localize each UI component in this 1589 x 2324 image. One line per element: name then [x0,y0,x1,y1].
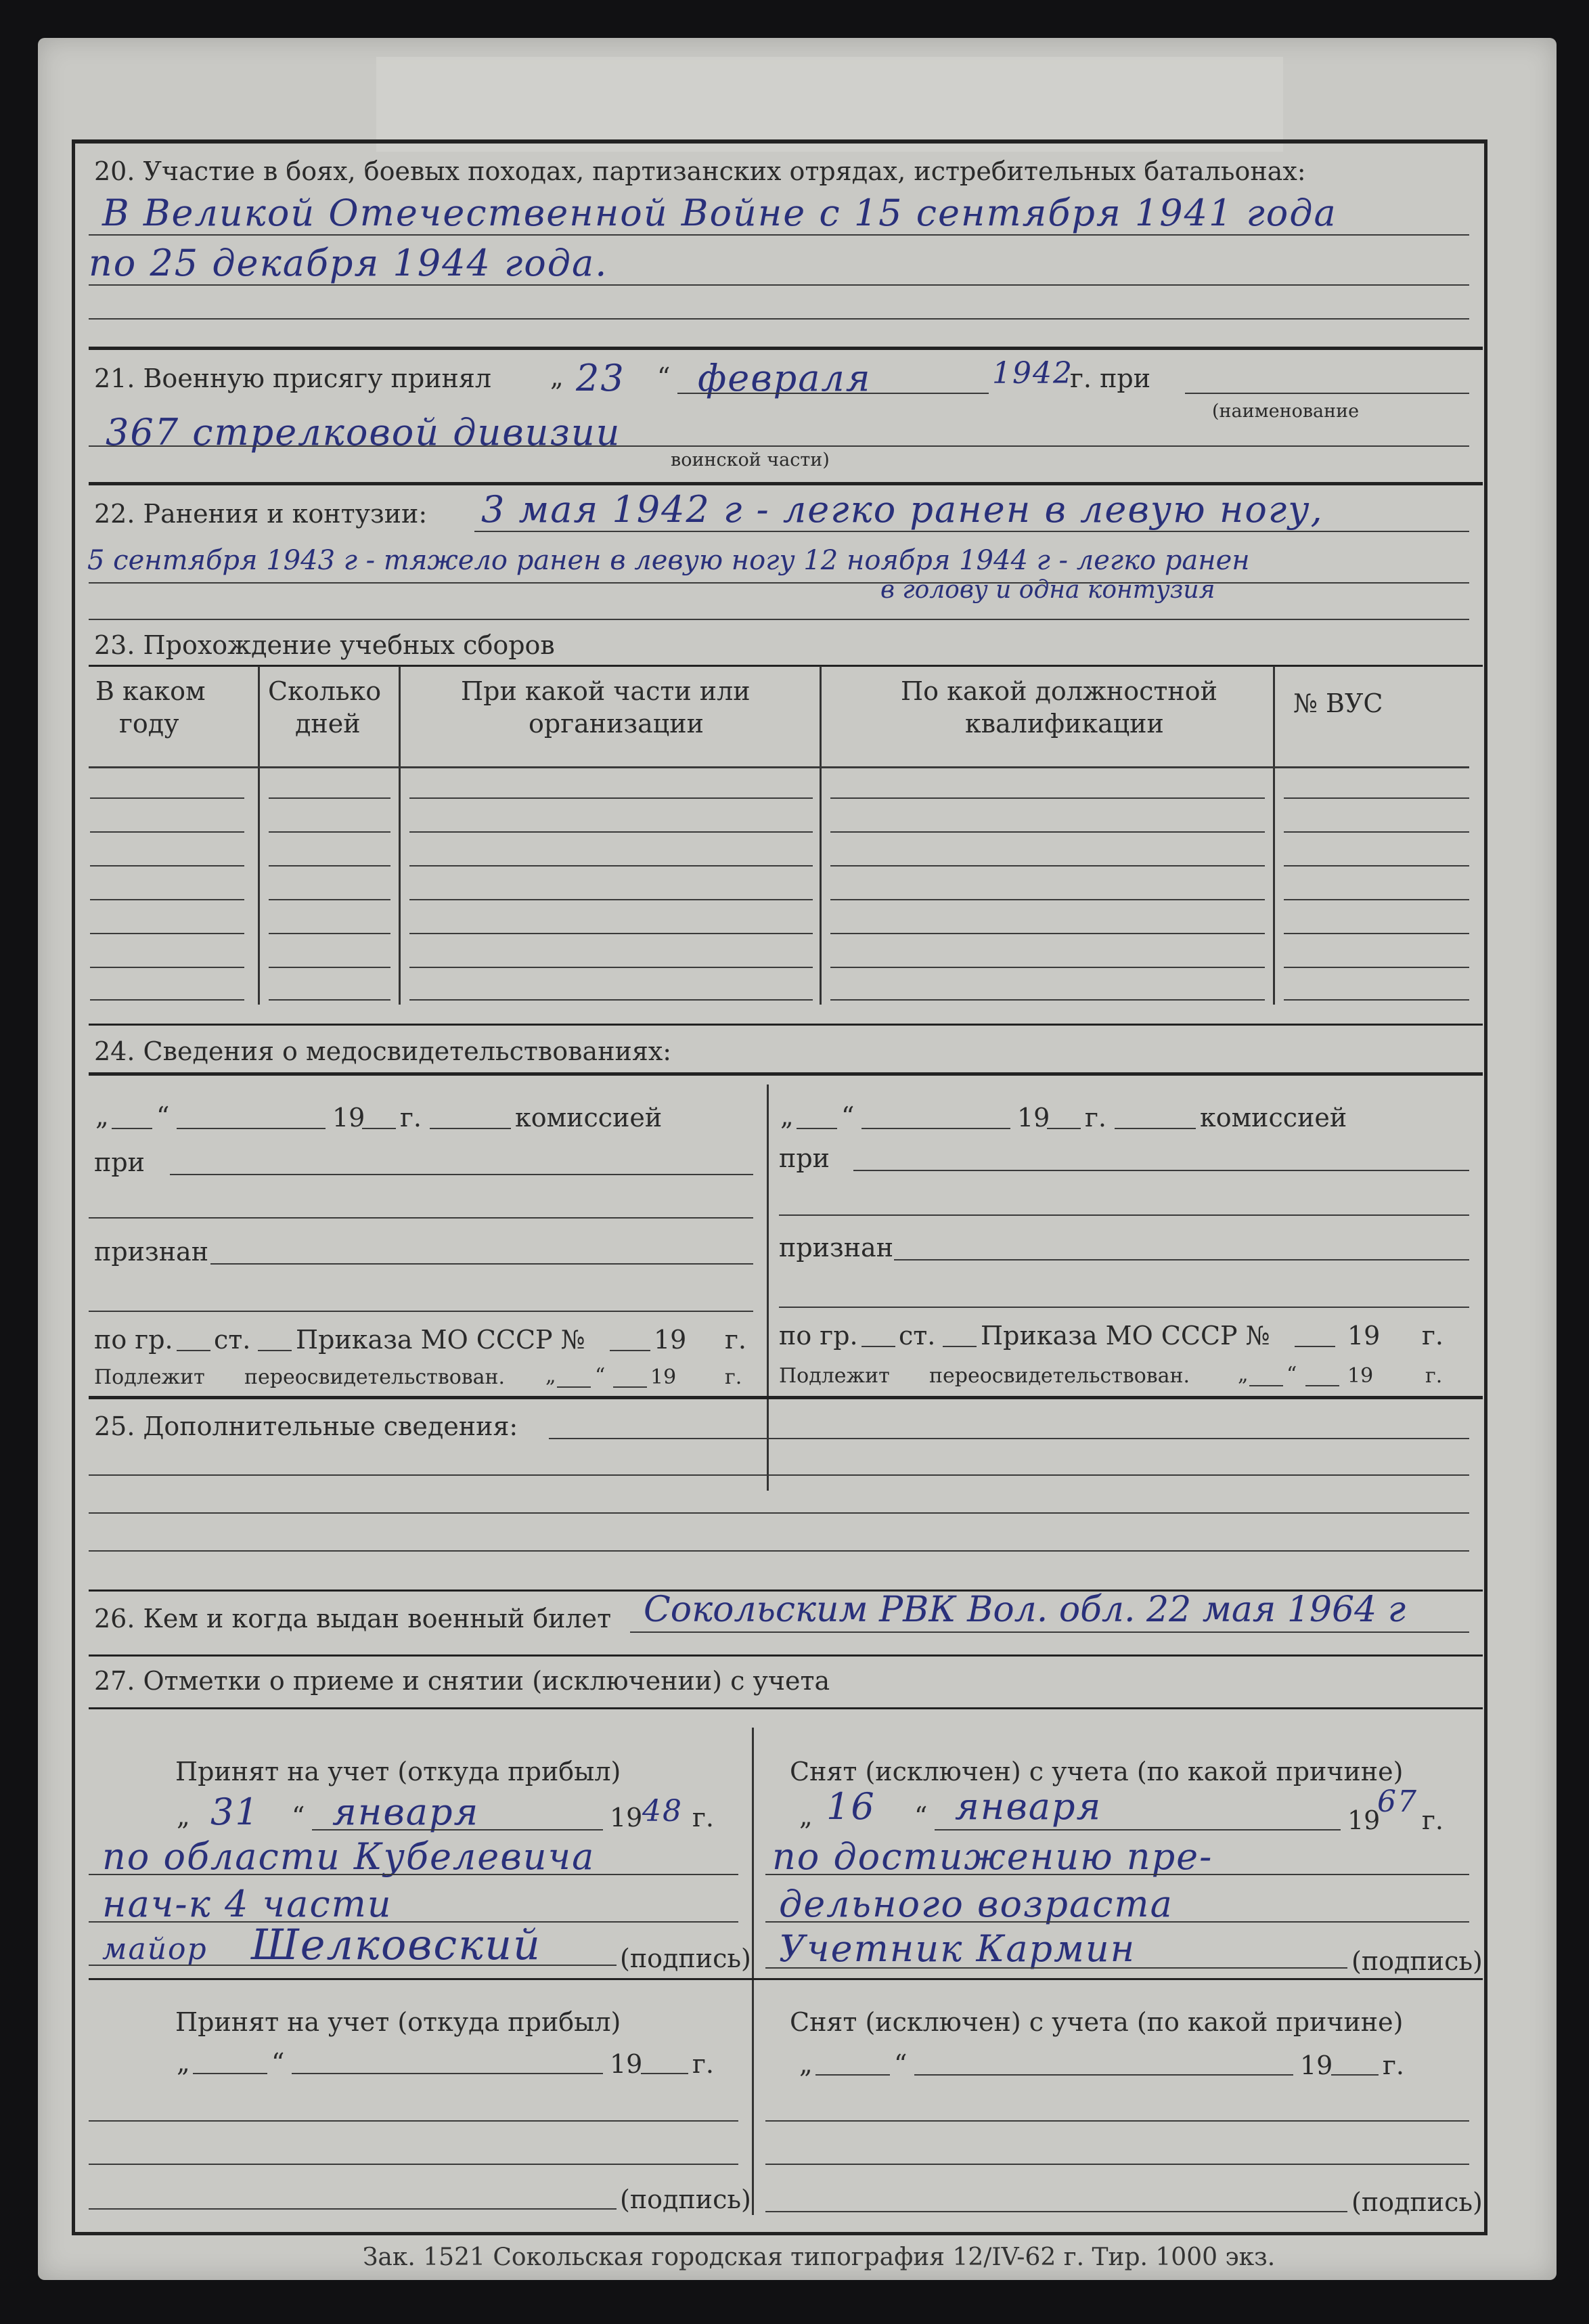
table-blank-line [269,831,390,833]
col-vus-header: № ВУС [1293,688,1383,718]
section-26-label: 26. Кем и когда выдан военный билет [94,1604,612,1634]
table-blank-line [830,899,1265,900]
table-blank-line [90,933,244,934]
oath-month: февраля [698,357,872,399]
removed-month: января [955,1785,1102,1828]
table-blank-line [269,933,390,934]
accepted-signature: Шелковский [251,1920,541,1969]
section-21-label: 21. Военную присягу принял [94,364,491,393]
table-blank-line [90,899,244,900]
section-divider [89,347,1483,350]
removed-header-1: Снят (исключен) с учета (по какой причине) [790,1757,1404,1786]
section-20-handwriting-2: по 25 декабря 1944 года. [89,242,608,284]
military-id-issued-by: Сокольским РВК Вол. обл. 22 мая 1964 г [644,1589,1406,1630]
table-blank-line [90,865,244,867]
table-blank-line [1284,831,1469,833]
removed-header-2: Снят (исключен) с учета (по какой причине) [790,2007,1404,2037]
removed-day: 16 [826,1785,876,1828]
accepted-header-2: Принят на учет (откуда прибыл) [175,2007,621,2037]
oath-year: 1942 [992,356,1073,391]
document-card [38,38,1557,2280]
print-footer: Зак. 1521 Сокольская городская типография 12/IV-62 г. Тир. 1000 экз. [363,2243,1276,2271]
section-22-label: 22. Ранения и контузии: [94,499,428,529]
table-blank-line [409,831,813,833]
table-blank-line [830,967,1265,968]
table-blank-line [409,967,813,968]
removed-reason: по достижению пре- [772,1835,1213,1878]
table-blank-line [269,967,390,968]
accepted-header-1: Принят на учет (откуда прибыл) [175,1757,621,1786]
table-blank-line [830,831,1265,833]
col-qualification-header: По какой должностной [901,676,1217,706]
table-blank-line [830,797,1265,799]
table-blank-line [1284,899,1469,900]
table-blank-line [1284,797,1469,799]
section-22-handwriting-2: 5 сентября 1943 г - тяжело ранен в левую ногу 12 ноября 1944 г - легко ранен [87,545,1250,576]
section-23-label: 23. Прохождение учебных сборов [94,630,555,660]
table-blank-line [409,797,813,799]
table-blank-line [1284,967,1469,968]
section-22-handwriting-3: в голову и одна контузия [880,576,1215,604]
table-blank-line [1284,865,1469,867]
oath-unit: 367 стрелковой дивизии [106,411,621,454]
col-days-header: Сколько [268,676,382,706]
table-blank-line [90,967,244,968]
table-blank-line [90,999,244,1001]
table-blank-line [269,865,390,867]
table-blank-line [409,933,813,934]
tape-residue [376,57,1283,152]
accepted-day: 31 [210,1791,260,1833]
table-blank-line [269,999,390,1001]
section-divider [89,482,1483,485]
table-blank-line [1284,933,1469,934]
table-blank-line [269,797,390,799]
table-blank-line [409,865,813,867]
section-27-label: 27. Отметки о приеме и снятии (исключении) с учета [94,1666,830,1696]
oath-day: 23 [576,357,625,399]
table-blank-line [409,899,813,900]
section-25-label: 25. Дополнительные сведения: [94,1411,518,1441]
section-20-handwriting-1: В Великой Отечественной Войне с 15 сентября 1941 года [102,192,1337,234]
removed-signature: Учетник Кармин [779,1927,1136,1970]
section-22-handwriting-1: 3 мая 1942 г - легко ранен в левую ногу, [481,488,1324,531]
table-blank-line [409,999,813,1001]
registration-form: 20. Участие в боях, боевых походах, партизанских отрядах, истребительных батальонах: В Великой Отечественной Войне с 15 сентября 1941 года по 25 декабря 1944 года. 21. Военную присягу принял „ 23 “ февраля 1942 г. при (наименование 367 стрелковой дивизии воинской части) 22. Ранения и контузии: 3 мая 1942 г - легко ранен в левую ногу, 5 сентября 1943 г - тяжело ранен в левую ногу 12 ноября 1944 г - легко ранен в голову и одна контузия 23. Прохождение учебных сборов В каком году Сколько дней При какой части или организации По какой должностной квалификации № ВУС 24. Сведения о медосвидетельствованиях: „ “ 19 г. комиссией при признан по гр. ст. Приказа МО СССР № 19 г. Подлежит переосвидетельствован. „ “ 19 г. „ “ 19 г. комиссией при признан по гр. ст. Приказа МО СССР № 19 г. Подлежит переосвидетельствован. „ “ 19 г. 25. Дополнительные сведения: 26. Кем и когда выдан военный билет Сокольским РВК Вол. обл. 22 мая 1964 г 27. Отметки о приеме и снятии (исключении) с учета Принят на учет (откуда прибыл) „ 31 “ января 19 48 г. по области Кубелевича нач-к 4 части майор Шелковский (подпись) Снят (исключен) с учета (по какой причине) „ 16 “ января 19 67 г. по достижению пре- дельного возраста Учетник Кармин (подпись) Принят на учет (откуда прибыл) „ “ 19 г. (подпись) Снят (исключен) с учета (по какой причине) „ “ 19 г. (подпись) [72,139,1487,2235]
table-blank-line [830,933,1265,934]
col-year-header: В каком [95,676,206,706]
accepted-from: по области Кубелевича [102,1835,596,1878]
table-blank-line [830,999,1265,1001]
section-20-label: 20. Участие в боях, боевых походах, партизанских отрядах, истребительных батальонах: [94,156,1306,186]
table-blank-line [90,797,244,799]
table-blank-line [269,899,390,900]
table-blank-line [830,865,1265,867]
table-blank-line [90,831,244,833]
col-unit-header: При какой части или [461,676,751,706]
table-blank-line [1284,999,1469,1001]
section-24-label: 24. Сведения о медосвидетельствованиях: [94,1036,672,1066]
accepted-month: января [332,1791,480,1833]
